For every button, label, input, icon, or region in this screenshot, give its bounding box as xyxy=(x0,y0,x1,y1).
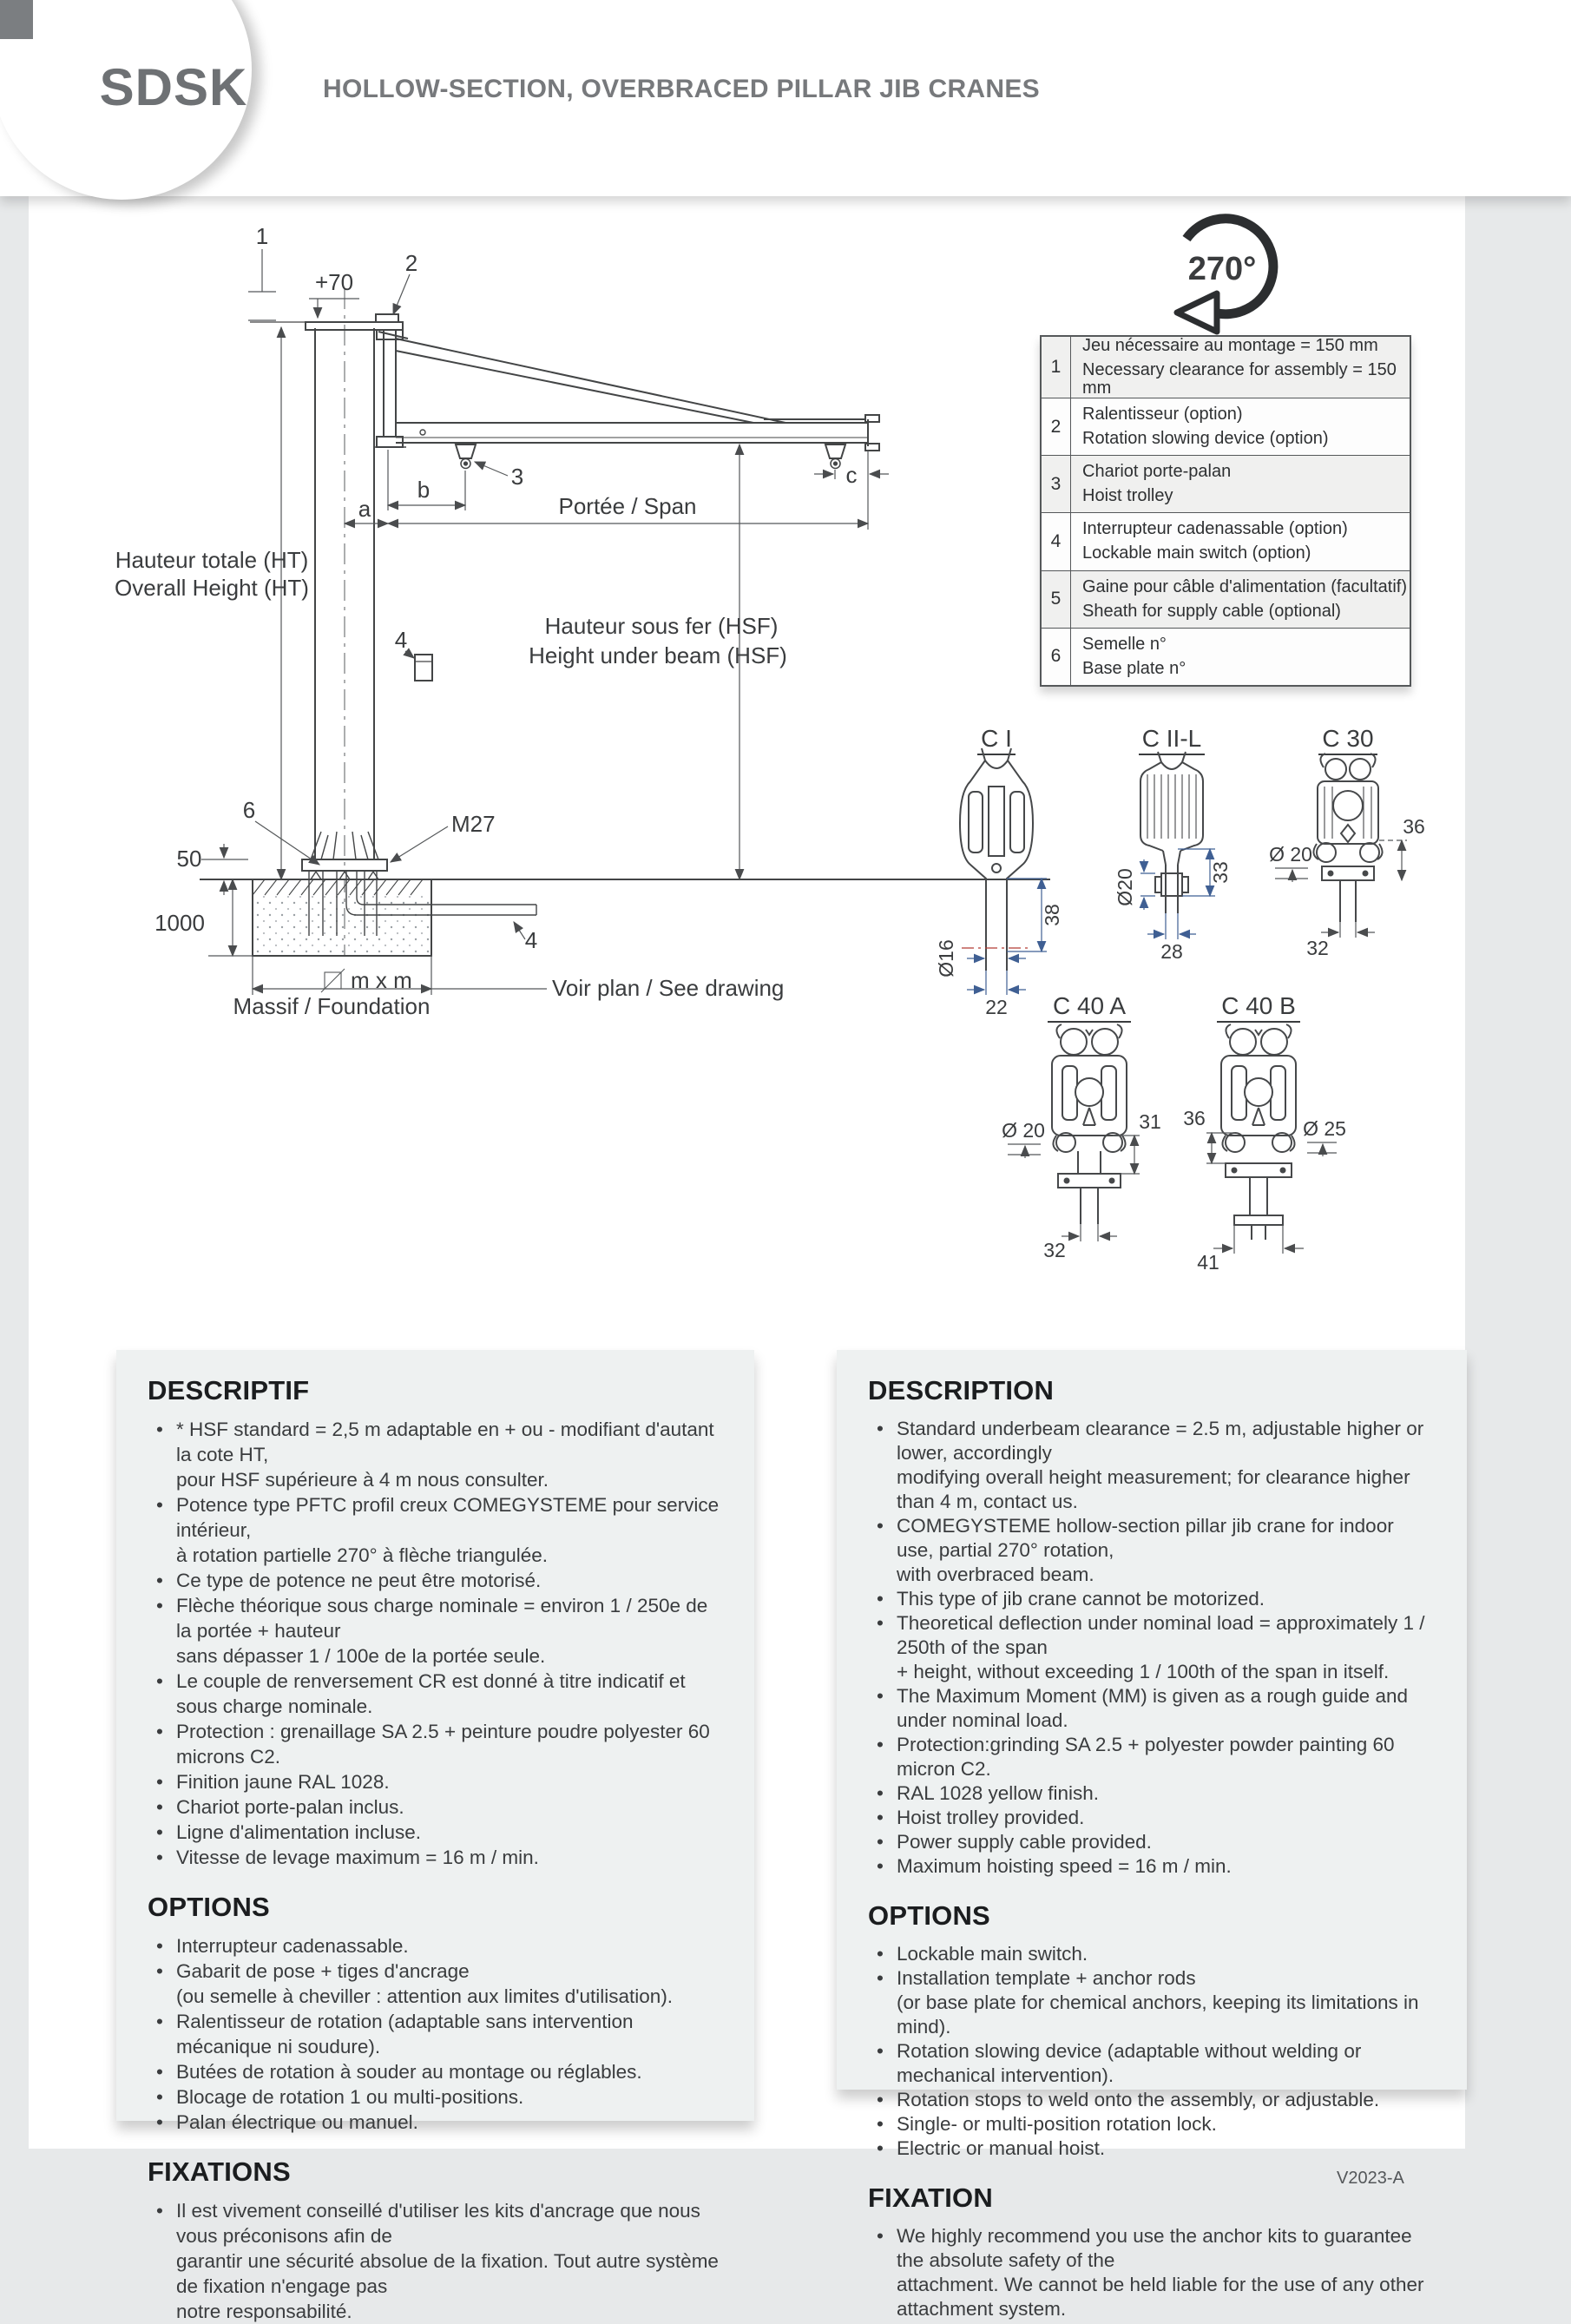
list-item: à rotation partielle 270° à flèche triangulée. xyxy=(176,1544,549,1566)
section-c1-dim-d3: 22 xyxy=(985,996,1008,1018)
overbrace xyxy=(378,332,865,423)
legend-number: 6 xyxy=(1042,629,1071,685)
list-item: sans dépasser 1 / 100e de la portée seule. xyxy=(176,1645,546,1667)
list-item: • Il est vivement conseillé d'utiliser les kits d'ancrage que nous vous préconisons afin de xyxy=(148,2198,723,2248)
legend-en: Rotation slowing device (option) xyxy=(1082,429,1329,449)
jib-beam xyxy=(396,419,868,446)
legend-en: Lockable main switch (option) xyxy=(1082,543,1311,563)
list-item: • Flèche théorique sous charge nominale = environ 1 / 250e de la portée + hauteur xyxy=(148,1593,723,1643)
legend-en: Sheath for supply cable (optional) xyxy=(1082,601,1341,621)
list-item: • Chariot porte-palan inclus. xyxy=(148,1794,723,1820)
section-c1-title: C I xyxy=(981,725,1012,752)
legend-fr: Jeu nécessaire au montage = 150 mm xyxy=(1082,336,1378,355)
table-row xyxy=(1042,337,1410,398)
heading-description: DESCRIPTION xyxy=(868,1375,1055,1406)
section-c1 xyxy=(935,725,1063,1018)
section-c30-dim-d1: Ø 20 xyxy=(1269,843,1312,866)
label-m27: M27 xyxy=(451,811,496,837)
list-item: • Butées de rotation à souder au montage ou réglables. xyxy=(148,2059,723,2084)
dim-b: b xyxy=(417,477,431,503)
legend-en: Base plate n° xyxy=(1082,658,1186,678)
section-c40a-dim-d3: 32 xyxy=(1043,1239,1066,1261)
callout-1: 1 xyxy=(255,223,269,249)
floor-hatch xyxy=(253,879,423,895)
section-c40a-dim-d2: 31 xyxy=(1139,1110,1161,1133)
list-item: + height, without exceeding 1 / 100th of the span in itself. xyxy=(897,1661,1390,1682)
label-hsf-fr: Hauteur sous fer (HSF) xyxy=(544,613,779,639)
list-item: • Finition jaune RAL 1028. xyxy=(148,1769,723,1794)
section-c2l-dim-d2: 33 xyxy=(1209,861,1232,884)
list-item: with overbraced beam. xyxy=(897,1564,1094,1585)
legend-number: 5 xyxy=(1042,571,1071,628)
pivot-column xyxy=(384,330,396,437)
dim-a: a xyxy=(358,496,371,522)
rotation-angle-label: 270° xyxy=(1187,251,1257,287)
legend-fr: Ralentisseur (option) xyxy=(1082,405,1243,425)
section-c30 xyxy=(1269,725,1425,959)
descriptif-panel xyxy=(116,1350,754,2322)
dim-50: 50 xyxy=(176,846,202,872)
lockable-switch-box xyxy=(415,655,432,681)
list-item: • Installation template + anchor rods xyxy=(868,1966,1436,1991)
legend-number: 4 xyxy=(1042,513,1071,569)
legend-fr: Interrupteur cadenassable (option) xyxy=(1082,519,1348,539)
list-item: • Ligne d'alimentation incluse. xyxy=(148,1820,723,1845)
list-item: • Theoretical deflection under nominal load = approximately 1 / 250th of the span xyxy=(868,1611,1436,1660)
drawing-labels xyxy=(115,223,857,1019)
table-row xyxy=(1042,398,1410,455)
table-row xyxy=(1042,570,1410,628)
heading-fixations: FIXATIONS xyxy=(148,2156,291,2187)
legend-en: Necessary clearance for assembly = 150 mm xyxy=(1082,360,1397,398)
section-c30-dim-d3: 32 xyxy=(1306,937,1329,959)
list-item: • * HSF standard = 2,5 m adaptable en + ou - modifiant d'autant la cote HT, xyxy=(148,1417,723,1467)
label-massif: Massif / Foundation xyxy=(233,993,431,1019)
section-c40b xyxy=(1183,992,1346,1274)
list-item: • The Maximum Moment (MM) is given as a rough guide and under nominal load. xyxy=(868,1684,1436,1733)
section-c40a-title: C 40 A xyxy=(1052,992,1127,1019)
legend-number: 3 xyxy=(1042,456,1071,512)
label-span: Portée / Span xyxy=(558,493,697,519)
page-title: HOLLOW-SECTION, OVERBRACED PILLAR JIB CRANES xyxy=(323,75,1040,103)
section-c2l xyxy=(1114,725,1232,963)
list-item: • Protection:grinding SA 2.5 + polyester powder painting 60 micron C2. xyxy=(868,1733,1436,1781)
label-ht-fr: Hauteur totale (HT) xyxy=(115,547,309,573)
section-c30-dim-d2: 36 xyxy=(1403,815,1425,838)
list-item: • Lockable main switch. xyxy=(868,1942,1436,1966)
list-item: • Le couple de renversement CR est donné à titre indicatif et sous charge nominale. xyxy=(148,1669,723,1719)
section-c2l-dim-d1: Ø20 xyxy=(1114,868,1136,906)
section-c2l-title: C II-L xyxy=(1141,725,1202,752)
list-item: • Electric or manual hoist. xyxy=(868,2136,1436,2161)
list-item: • Protection : grenaillage SA 2.5 + peinture poudre polyester 60 microns C2. xyxy=(148,1719,723,1769)
table-row xyxy=(1042,455,1410,512)
section-c40b-title: C 40 B xyxy=(1221,992,1296,1019)
label-mxm: m x m xyxy=(351,967,412,993)
section-c1-dim-d2: 38 xyxy=(1041,904,1063,926)
legend-number: 2 xyxy=(1042,398,1071,455)
list-item: • Standard underbeam clearance = 2.5 m, adjustable higher or lower, accordingly xyxy=(868,1417,1436,1465)
label-ht-en: Overall Height (HT) xyxy=(115,575,309,601)
list-item: • Vitesse de levage maximum = 16 m / min. xyxy=(148,1845,723,1870)
list-item: • Rotation slowing device (adaptable without welding or mechanical intervention). xyxy=(868,2039,1436,2088)
section-c40a-dim-d1: Ø 20 xyxy=(1002,1119,1045,1142)
list-item: • Gabarit de pose + tiges d'ancrage xyxy=(148,1959,723,1984)
section-c1-dim-d1: Ø16 xyxy=(935,939,957,978)
list-item: garantir une sécurité absolue de la fixation. Tout autre système de fixation n'engage pas xyxy=(176,2250,719,2297)
product-code: SDSK xyxy=(99,58,248,116)
section-c40b-dim-d1: 36 xyxy=(1183,1107,1206,1129)
heading-options-en: OPTIONS xyxy=(868,1900,990,1931)
list-item: • Interrupteur cadenassable. xyxy=(148,1933,723,1959)
legend-fr: Chariot porte-palan xyxy=(1082,462,1232,482)
callout-3: 3 xyxy=(510,464,524,490)
legend-table xyxy=(1040,335,1411,687)
list-item: pour HSF supérieure à 4 m nous consulter. xyxy=(176,1469,549,1491)
list-item: • Maximum hoisting speed = 16 m / min. xyxy=(868,1854,1436,1879)
version-label: V2023-A xyxy=(1337,2169,1404,2188)
list-item: • This type of jib crane cannot be motorized. xyxy=(868,1587,1436,1611)
callout-6: 6 xyxy=(242,797,256,823)
heading-fixation: FIXATION xyxy=(868,2182,993,2213)
list-item: • Blocage de rotation 1 ou multi-positions. xyxy=(148,2084,723,2110)
list-item: • Ce type de potence ne peut être motorisé. xyxy=(148,1568,723,1593)
rotation-270-icon xyxy=(1177,219,1273,332)
callout-4-cable: 4 xyxy=(524,927,538,953)
list-item: (ou semelle à cheviller : attention aux limites d'utilisation). xyxy=(176,1985,674,2007)
legend-number: 1 xyxy=(1042,337,1071,398)
section-c40b-dim-d2: Ø 25 xyxy=(1303,1117,1346,1140)
dim-1000: 1000 xyxy=(154,910,205,936)
list-item: (or base plate for chemical anchors, keeping its limitations in mind). xyxy=(897,1992,1419,2038)
label-hsf-en: Height under beam (HSF) xyxy=(529,642,787,668)
callout-2: 2 xyxy=(404,250,418,276)
legend-en: Hoist trolley xyxy=(1082,486,1173,506)
list-item: attachment. We cannot be held liable for the use of any other attachment system. xyxy=(897,2274,1424,2320)
section-c40a xyxy=(1002,992,1161,1261)
list-item: • Single- or multi-position rotation lock. xyxy=(868,2112,1436,2136)
list-item: • COMEGYSTEME hollow-section pillar jib crane for indoor use, partial 270° rotation, xyxy=(868,1514,1436,1563)
section-c2l-dim-d3: 28 xyxy=(1160,940,1183,963)
list-item: • RAL 1028 yellow finish. xyxy=(868,1781,1436,1806)
list-item: • Rotation stops to weld onto the assembly, or adjustable. xyxy=(868,2088,1436,2112)
list-item: • We highly recommend you use the anchor kits to guarantee the absolute safety of the xyxy=(868,2224,1436,2273)
dim-plus70: +70 xyxy=(314,269,354,295)
list-item: modifying overall height measurement; for clearance higher than 4 m, contact us. xyxy=(897,1466,1410,1512)
foundation xyxy=(253,871,431,956)
label-voir-plan: Voir plan / See drawing xyxy=(552,975,785,1001)
section-c30-title: C 30 xyxy=(1322,725,1374,752)
legend-fr: Semelle n° xyxy=(1082,634,1167,654)
legend-fr: Gaine pour câble d'alimentation (facultatif) xyxy=(1082,576,1408,596)
list-item: • Power supply cable provided. xyxy=(868,1830,1436,1854)
heading-options-fr: OPTIONS xyxy=(148,1892,270,1922)
list-item: notre responsabilité. xyxy=(176,2301,352,2322)
table-row xyxy=(1042,512,1410,569)
callout-4: 4 xyxy=(394,627,408,653)
corner-decoration xyxy=(0,0,33,39)
heading-descriptif: DESCRIPTIF xyxy=(148,1375,310,1406)
dim-c: c xyxy=(845,462,858,488)
section-c40b-dim-d3: 41 xyxy=(1197,1251,1219,1274)
table-row xyxy=(1042,628,1410,685)
list-item: • Hoist trolley provided. xyxy=(868,1806,1436,1830)
list-item: • Ralentisseur de rotation (adaptable sans intervention mécanique ni soudure). xyxy=(148,2009,723,2059)
list-item: • Palan électrique ou manuel. xyxy=(148,2110,723,2135)
list-item: • Potence type PFTC profil creux COMEGYSTEME pour service intérieur, xyxy=(148,1492,723,1543)
